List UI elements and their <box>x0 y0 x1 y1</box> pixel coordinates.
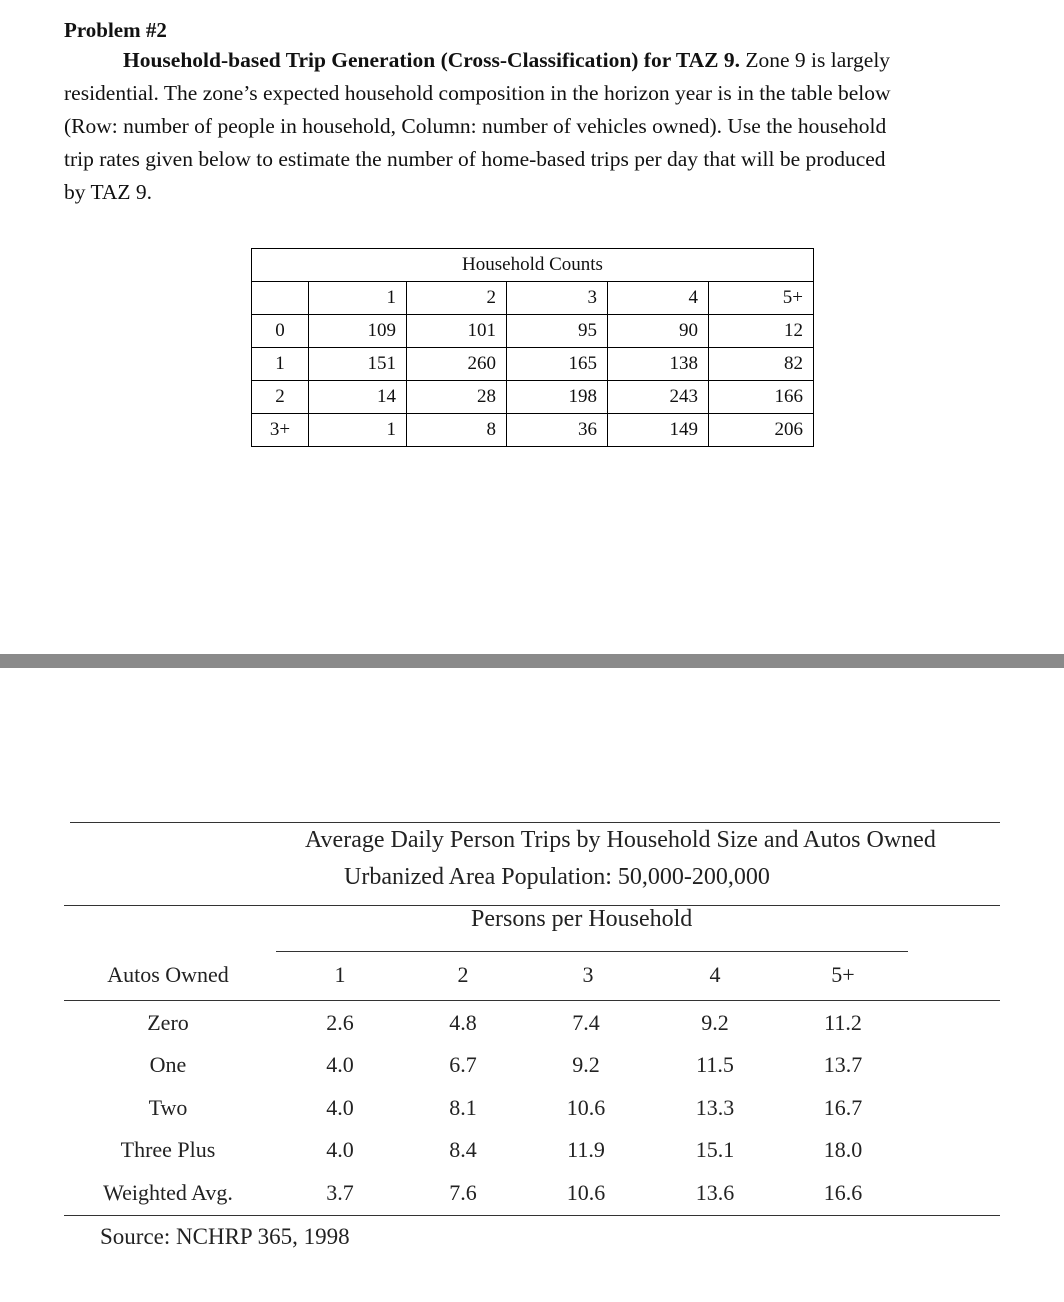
rate-cell: 16.7 <box>823 1095 863 1120</box>
rate-cell: 13.3 <box>695 1095 735 1120</box>
rate-col-header: 4 <box>709 962 721 987</box>
table-cell: 149 <box>608 414 709 447</box>
table-cell: 8 <box>407 414 507 447</box>
rate-cell: 7.4 <box>572 1010 600 1035</box>
hh-row-label: 3+ <box>252 414 309 447</box>
rate-cell: 11.2 <box>824 1010 862 1035</box>
table-cell: 138 <box>608 348 709 381</box>
table-cell: 14 <box>309 381 407 414</box>
table-cell: 260 <box>407 348 507 381</box>
rate-cell: 10.6 <box>566 1095 606 1120</box>
rate-cell: 18.0 <box>823 1137 863 1162</box>
table-cell: 90 <box>608 315 709 348</box>
trip-rates-title: Average Daily Person Trips by Household Size and Autos Owned <box>305 827 936 853</box>
table-cell: 28 <box>407 381 507 414</box>
rate-row-label: Zero <box>147 1010 189 1035</box>
hh-row-label: 1 <box>252 348 309 381</box>
table-cell: 243 <box>608 381 709 414</box>
problem-line-4: trip rates given below to estimate the number of home-based trips per day that will be produced <box>64 147 886 171</box>
table-cell: 109 <box>309 315 407 348</box>
rate-row-label: Two <box>148 1095 188 1120</box>
rate-cell: 13.6 <box>695 1180 735 1205</box>
rule-line <box>64 1215 1000 1216</box>
trip-rates-subtitle: Urbanized Area Population: 50,000-200,000 <box>344 864 770 890</box>
table-cell: 95 <box>507 315 608 348</box>
rate-cell: 10.6 <box>566 1180 606 1205</box>
rate-col-header: 2 <box>457 962 469 987</box>
rule-line <box>64 1000 1000 1001</box>
table-cell: 151 <box>309 348 407 381</box>
rate-col-header: 3 <box>582 962 594 987</box>
rate-cell: 11.9 <box>567 1137 605 1162</box>
rate-cell: 16.6 <box>823 1180 863 1205</box>
source-note: Source: NCHRP 365, 1998 <box>100 1224 350 1249</box>
rate-col-header: 5+ <box>831 962 855 987</box>
table-cell: 82 <box>709 348 814 381</box>
table-cell: 165 <box>507 348 608 381</box>
problem-lead: Household-based Trip Generation (Cross-Classification) for TAZ 9. <box>123 48 740 72</box>
table-cell: 101 <box>407 315 507 348</box>
rate-cell: 4.0 <box>326 1137 354 1162</box>
rate-col-header: 1 <box>334 962 346 987</box>
rate-cell: 6.7 <box>449 1052 477 1077</box>
hh-col-header: 3 <box>507 282 608 315</box>
rate-row-label: Three Plus <box>120 1137 216 1162</box>
rate-cell: 13.7 <box>823 1052 863 1077</box>
table-cell: 1 <box>309 414 407 447</box>
rate-cell: 8.4 <box>449 1137 477 1162</box>
hh-col-header: 4 <box>608 282 709 315</box>
rate-cell: 7.6 <box>449 1180 477 1205</box>
rate-cell: 2.6 <box>326 1010 354 1035</box>
hh-col-header: 1 <box>309 282 407 315</box>
rate-cell: 3.7 <box>326 1180 354 1205</box>
problem-line-2: residential. The zone’s expected household composition in the horizon year is in the table below <box>64 81 891 105</box>
rate-cell: 11.5 <box>696 1052 734 1077</box>
table-cell: 12 <box>709 315 814 348</box>
column-group-label: Persons per Household <box>471 906 693 932</box>
rule-line <box>276 951 908 952</box>
problem-line-5: by TAZ 9. <box>64 180 153 204</box>
rate-cell: 4.0 <box>326 1095 354 1120</box>
rate-cell: 15.1 <box>695 1137 735 1162</box>
rate-cell: 4.8 <box>449 1010 477 1035</box>
hh-col-header: 2 <box>407 282 507 315</box>
hh-col-header: 5+ <box>709 282 814 315</box>
problem-line-1: Zone 9 is largely <box>739 48 891 72</box>
table-cell: 36 <box>507 414 608 447</box>
hh-row-label: 0 <box>252 315 309 348</box>
table-cell: 166 <box>709 381 814 414</box>
problem-heading: Problem #2 <box>64 18 167 42</box>
hh-row-label: 2 <box>252 381 309 414</box>
rate-cell: 9.2 <box>572 1052 600 1077</box>
rule-line <box>70 822 1000 823</box>
table-cell: 206 <box>709 414 814 447</box>
row-header-label: Autos Owned <box>107 962 229 987</box>
rate-row-label: Weighted Avg. <box>103 1180 233 1205</box>
rate-cell: 9.2 <box>701 1010 729 1035</box>
rate-cell: 4.0 <box>326 1052 354 1077</box>
rate-row-label: One <box>149 1052 187 1077</box>
rate-cell: 8.1 <box>449 1095 477 1120</box>
household-counts-title: Household Counts <box>252 249 814 282</box>
table-cell: 198 <box>507 381 608 414</box>
problem-line-3: (Row: number of people in household, Column: number of vehicles owned). Use the household <box>64 114 887 138</box>
